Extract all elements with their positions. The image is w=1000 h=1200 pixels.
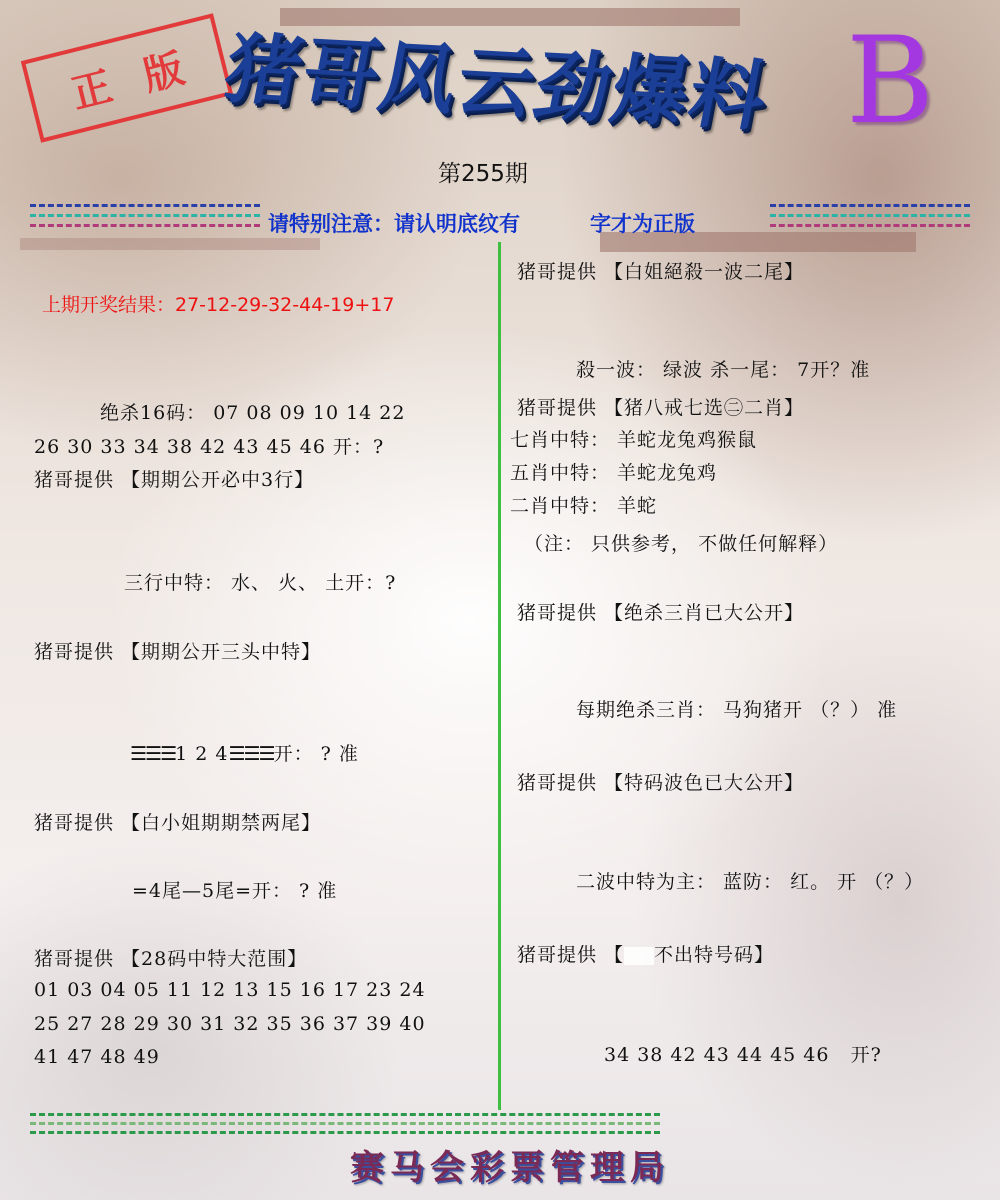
stamp-text: 正版 (66, 37, 222, 118)
authenticity-notice (268, 208, 695, 238)
section-title: 猪哥提供 【绝杀三肖已大公开】 (517, 602, 805, 624)
section-body: 殺一波： 绿波 杀一尾： 7开？准 (576, 359, 871, 381)
zodiac-line: 二肖中特： 羊蛇 (510, 495, 658, 517)
divider-line (30, 214, 260, 217)
section-title: 猪哥提供 【28码中特大范围】 (34, 948, 308, 970)
genuine-stamp (21, 13, 233, 142)
issue-number: 第255期 (438, 161, 528, 187)
bottom-divider-line (30, 1122, 660, 1125)
section-title: 猪哥提供 【白小姐期期禁两尾】 (34, 812, 322, 834)
kill16-line2: 26 30 33 34 38 42 43 45 46 开：? (34, 436, 385, 458)
notice-right: 字才为正版 (590, 212, 695, 236)
heads-tail: 开： ? 准 (273, 743, 359, 765)
numbers-row: 01 03 04 05 11 12 13 15 16 17 23 24 (34, 979, 426, 1001)
section-title: 猪哥提供 【期期公开三头中特】 (34, 641, 322, 663)
notice-left: 请特别注意：请认明底纹有 (268, 212, 520, 236)
divider-line (770, 224, 970, 227)
section-title: 猪哥提供 【特码波色已大公开】 (517, 772, 805, 794)
disclaimer-note: （注： 只供参考， 不做任何解释） (524, 533, 839, 555)
bottom-divider-line (30, 1131, 660, 1134)
section-body: 三行中特： 水、 火、 土开：? (124, 572, 397, 594)
notice-smudge-left (20, 238, 320, 250)
divider-line (30, 204, 260, 207)
column-divider (498, 242, 501, 1110)
footer-publisher: 赛马会彩票管理局 (350, 1148, 670, 1188)
bars-right: ☰☰☰ (228, 743, 274, 765)
numbers-row: 25 27 28 29 30 31 32 35 36 37 39 40 (34, 1013, 426, 1035)
section-title: 猪哥提供 【白姐絕殺一波二尾】 (517, 261, 805, 283)
page-title: 猪哥风云劲爆料 (217, 23, 777, 142)
bars-left: ☰☰☰ (130, 743, 176, 765)
zodiac-line: 五肖中特： 羊蛇龙兔鸡 (510, 462, 718, 484)
numbers-row: 41 47 48 49 (34, 1046, 160, 1068)
section-title: 猪哥提供 【猪八戒七选㊁二肖】 (517, 397, 805, 419)
section-title (517, 940, 774, 967)
section-title: 猪哥提供 【期期公开必中3行】 (34, 469, 315, 491)
section-body: 二波中特为主： 蓝防： 红。 开 （？） (576, 871, 925, 893)
kill16-line1: 绝杀16码： 07 08 09 10 14 22 (100, 402, 406, 424)
section-body: =4尾—5尾=开： ? 准 (132, 880, 338, 902)
divider-line (30, 224, 260, 227)
section-title-right: 不出特号码】 (654, 944, 775, 966)
divider-line (770, 204, 970, 207)
bottom-divider-line (30, 1113, 660, 1116)
heads-numbers: 1 2 4 (175, 743, 229, 765)
edition-letter: B (846, 12, 935, 151)
section-body: 34 38 42 43 44 45 46 开? (604, 1044, 882, 1066)
section-body (130, 739, 359, 766)
last-draw-result: 上期开奖结果：27-12-29-32-44-19+17 (42, 294, 395, 316)
section-title-left: 猪哥提供 【 (517, 944, 625, 966)
section-body: 每期绝杀三肖： 马狗猪开 （？） 准 (576, 699, 898, 721)
zodiac-line: 七肖中特： 羊蛇龙兔鸡猴鼠 (510, 429, 758, 451)
obscured-patch (624, 947, 654, 965)
divider-line (770, 214, 970, 217)
